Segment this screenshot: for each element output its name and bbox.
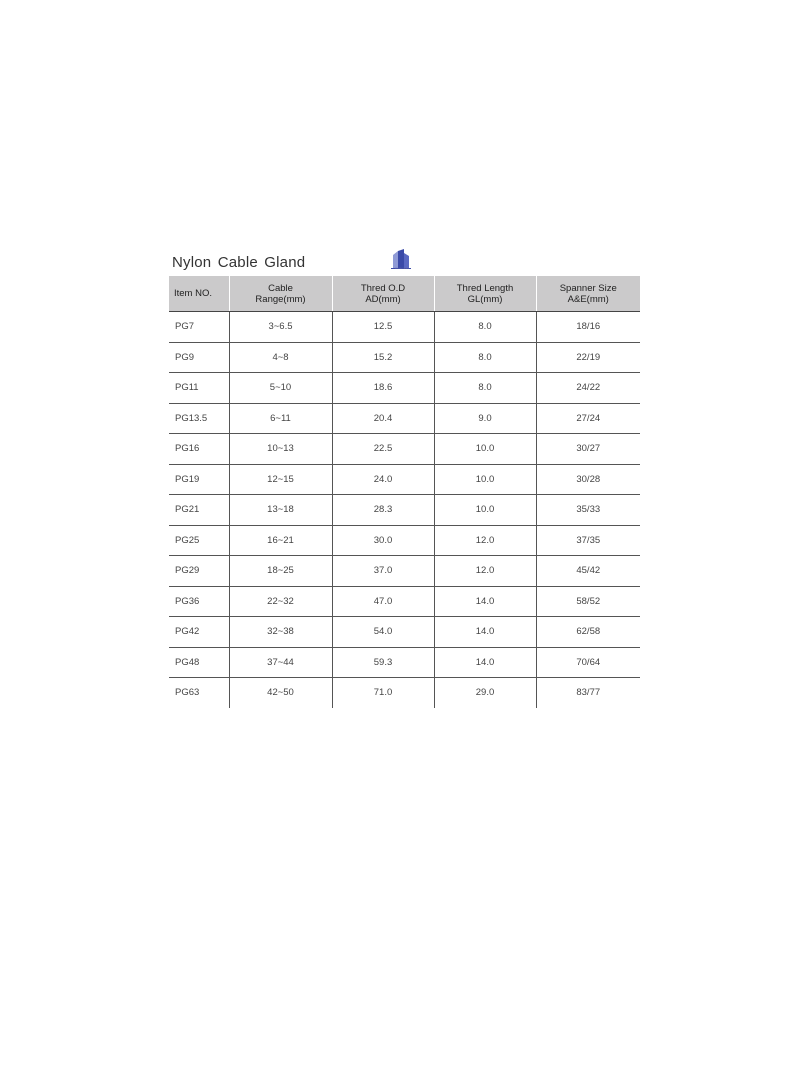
building-logo-icon — [388, 248, 414, 274]
cell-item-no: PG25 — [169, 525, 229, 556]
cell-spanner-size: 83/77 — [536, 678, 640, 708]
header-sublabel: GL(mm) — [467, 293, 503, 305]
cell-thread-length: 12.0 — [434, 525, 536, 556]
cell-thread-length: 9.0 — [434, 403, 536, 434]
cell-item-no: PG19 — [169, 464, 229, 495]
cell-thread-od: 28.3 — [332, 495, 434, 526]
cell-cable-range: 5~10 — [229, 373, 332, 404]
header-label: Thred O.D — [360, 282, 406, 294]
cell-cable-range: 32~38 — [229, 617, 332, 648]
table-row — [169, 312, 640, 343]
table-row — [169, 556, 640, 587]
cell-spanner-size: 45/42 — [536, 556, 640, 587]
cable-gland-spec-table — [169, 276, 640, 708]
cell-thread-od: 12.5 — [332, 312, 434, 343]
cell-thread-length: 10.0 — [434, 495, 536, 526]
table-row — [169, 403, 640, 434]
cell-thread-length: 29.0 — [434, 678, 536, 708]
cell-spanner-size: 62/58 — [536, 617, 640, 648]
cell-thread-length: 14.0 — [434, 647, 536, 678]
cell-thread-od: 18.6 — [332, 373, 434, 404]
header-label: Spanner Size — [559, 282, 617, 294]
cell-thread-od: 47.0 — [332, 586, 434, 617]
cell-cable-range: 37~44 — [229, 647, 332, 678]
cell-thread-od: 37.0 — [332, 556, 434, 587]
cell-spanner-size: 24/22 — [536, 373, 640, 404]
cell-thread-od: 22.5 — [332, 434, 434, 465]
table-row — [169, 342, 640, 373]
table-row — [169, 464, 640, 495]
cell-item-no: PG63 — [175, 687, 200, 699]
cell-spanner-size: 18/16 — [536, 312, 640, 343]
table-row — [169, 586, 640, 617]
cell-thread-length: 10.0 — [434, 434, 536, 465]
header-thread-length — [434, 276, 536, 312]
cell-item-no: PG11 — [169, 373, 229, 404]
header-label: Item NO. — [174, 288, 213, 299]
cell-thread-od: 30.0 — [332, 525, 434, 556]
cell-item-no: PG21 — [169, 495, 229, 526]
table-row — [169, 434, 640, 465]
cell-thread-od: 20.4 — [332, 403, 434, 434]
table-row — [169, 525, 640, 556]
cell-spanner-size: 27/24 — [536, 403, 640, 434]
cell-cable-range: 13~18 — [229, 495, 332, 526]
table-row — [169, 647, 640, 678]
header-cable-range — [229, 276, 332, 312]
cell-cable-range: 4~8 — [229, 342, 332, 373]
cell-spanner-size: 30/27 — [536, 434, 640, 465]
table-row — [169, 495, 640, 526]
cell-spanner-size: 58/52 — [536, 586, 640, 617]
cell-spanner-size: 22/19 — [536, 342, 640, 373]
cell-spanner-size: 35/33 — [536, 495, 640, 526]
cell-thread-od: 71.0 — [332, 678, 434, 708]
cell-cable-range: 6~11 — [229, 403, 332, 434]
header-thread-od — [332, 276, 434, 312]
table-row — [169, 617, 640, 648]
cell-cable-range: 18~25 — [229, 556, 332, 587]
cell-cable-range: 22~32 — [229, 586, 332, 617]
header-sublabel: A&E(mm) — [567, 293, 609, 305]
cell-thread-od: 54.0 — [332, 617, 434, 648]
header-label: Thred Length — [456, 282, 514, 294]
cell-item-no: PG16 — [169, 434, 229, 465]
cell-spanner-size: 70/64 — [536, 647, 640, 678]
header-label: Cable — [268, 282, 293, 294]
cell-thread-od: 24.0 — [332, 464, 434, 495]
header-sublabel: AD(mm) — [365, 293, 401, 305]
cell-thread-od: 59.3 — [332, 647, 434, 678]
cell-spanner-size: 37/35 — [536, 525, 640, 556]
cell-item-no: PG29 — [169, 556, 229, 587]
cell-cable-range: 12~15 — [229, 464, 332, 495]
cell-item-no: PG42 — [169, 617, 229, 648]
cell-spanner-size: 30/28 — [536, 464, 640, 495]
cell-cable-range: 16~21 — [229, 525, 332, 556]
table-row — [169, 678, 640, 708]
header-sublabel: Range(mm) — [255, 293, 306, 305]
page-title: Nylon Cable Gland — [172, 254, 306, 271]
cell-item-no: PG13.5 — [169, 403, 229, 434]
cell-item-no: PG36 — [169, 586, 229, 617]
cell-thread-length: 10.0 — [434, 464, 536, 495]
cell-cable-range: 10~13 — [229, 434, 332, 465]
cell-cable-range: 42~50 — [229, 678, 332, 708]
cell-cable-range: 3~6.5 — [229, 312, 332, 343]
header-spanner-size — [536, 276, 640, 312]
cell-item-no: PG9 — [169, 342, 229, 373]
table-header-row — [169, 276, 640, 312]
cell-item-no: PG7 — [169, 312, 229, 343]
cell-thread-length: 8.0 — [434, 373, 536, 404]
cell-thread-od: 15.2 — [332, 342, 434, 373]
cell-thread-length: 12.0 — [434, 556, 536, 587]
cell-item-no: PG48 — [169, 647, 229, 678]
cell-thread-length: 8.0 — [434, 312, 536, 343]
logo-caption: NYLON CABLE — [394, 268, 409, 270]
cell-thread-length: 14.0 — [434, 586, 536, 617]
cell-thread-length: 14.0 — [434, 617, 536, 648]
header-item-no — [169, 276, 229, 312]
table-row — [169, 373, 640, 404]
cell-thread-length: 8.0 — [434, 342, 536, 373]
